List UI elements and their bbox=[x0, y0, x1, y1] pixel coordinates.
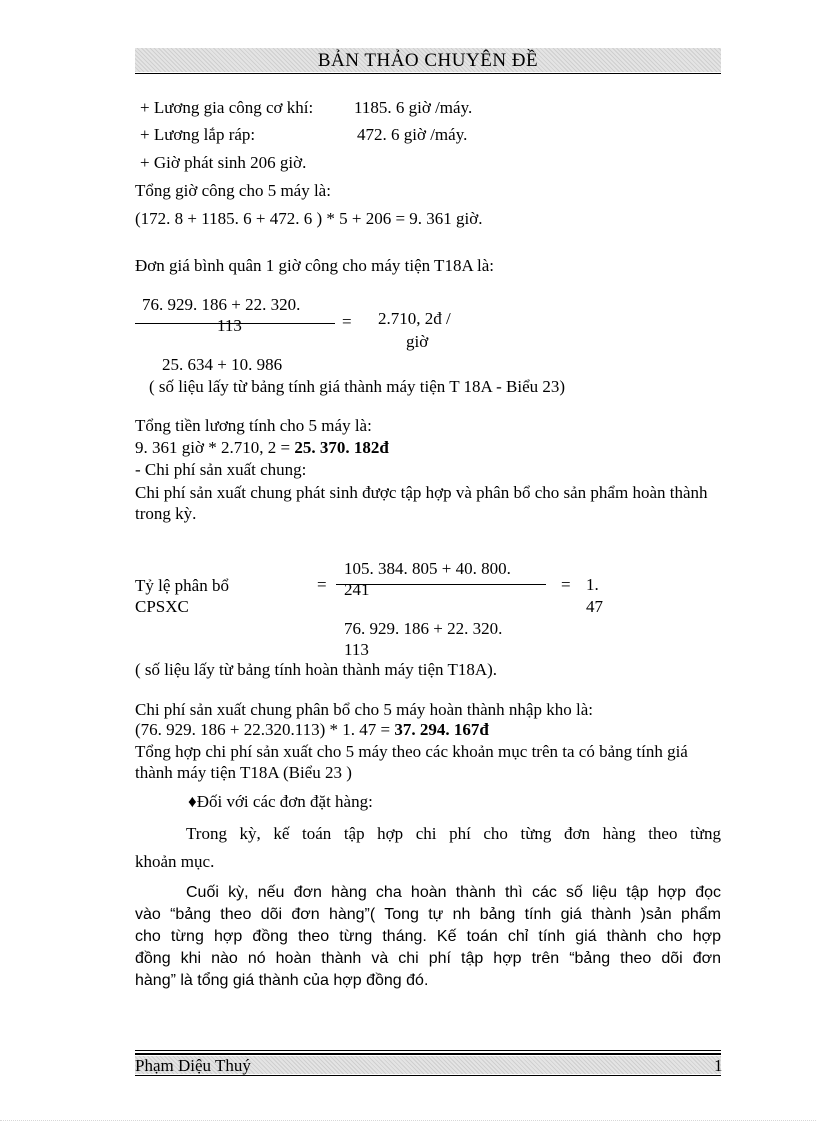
wage-total-formula-prefix: 9. 361 giờ * 2.710, 2 = bbox=[135, 438, 295, 457]
orders-paragraph-2-line-4: đồng khi nào nó hoàn thành và chi phí tập hợp trên “bảng theo dõi đơn bbox=[135, 950, 721, 967]
orders-paragraph-2-line-1: Cuối kỳ, nếu đơn hàng cha hoàn thành thì các số liệu tập hợp đọc bbox=[186, 884, 721, 901]
page-boundary bbox=[0, 1120, 816, 1121]
unit-price-equals: = bbox=[342, 312, 352, 331]
orders-paragraph-2-line-2: vào “bảng theo dõi đơn hàng”( Tong tự nh bảng tính giá thành )sản phẩm bbox=[135, 906, 721, 923]
unit-price-source-note: ( số liệu lấy từ bảng tính giá thành máy tiện T 18A - Biểu 23) bbox=[149, 377, 566, 396]
header-rule bbox=[135, 73, 721, 74]
footer-rule-thin bbox=[135, 1050, 721, 1051]
page-title: BẢN THẢO CHUYÊN ĐỀ bbox=[317, 50, 539, 71]
cost-summary-paragraph: Tổng hợp chi phí sản xuất cho 5 máy theo các khoản mục trên ta có bảng tính giá thành máy tiện T18A (Biểu 23 ) bbox=[135, 742, 688, 782]
allocation-label: Tỷ lệ phân bổ bbox=[135, 576, 229, 595]
total-hours-heading: Tổng giờ công cho 5 máy là: bbox=[135, 181, 331, 200]
wage-total-heading: Tổng tiền lương tính cho 5 máy là: bbox=[135, 416, 372, 435]
diamond-bullet-icon: ♦ bbox=[188, 792, 197, 811]
orders-heading-text: Đối với các đơn đặt hàng: bbox=[196, 792, 373, 811]
orders-heading bbox=[188, 792, 373, 812]
orders-paragraph-2-line-5: hàng” là tổng giá thành của hợp đồng đó. bbox=[135, 972, 429, 989]
overhead-section-title: - Chi phí sản xuất chung: bbox=[135, 460, 307, 479]
unit-price-numerator-cont: 113 bbox=[217, 316, 242, 335]
allocation-numerator-cont: 241 bbox=[344, 580, 370, 599]
allocation-label-cont: CPSXC bbox=[135, 597, 189, 616]
total-hours-formula: (172. 8 + 1185. 6 + 472. 6 ) * 5 + 206 = 9. 361 giờ. bbox=[135, 209, 483, 228]
unit-price-numerator: 76. 929. 186 + 22. 320. bbox=[142, 295, 301, 314]
wage-total-formula bbox=[135, 438, 389, 458]
unit-price-fraction-bar bbox=[135, 323, 335, 324]
labor-item-assembly-label: + Lương lắp ráp: bbox=[140, 125, 256, 144]
labor-item-assembly-value: 472. 6 giờ /máy. bbox=[357, 125, 468, 144]
labor-item-extra-hours: + Giờ phát sinh 206 giờ. bbox=[140, 153, 307, 172]
orders-paragraph-1-line-1: Trong kỳ, kế toán tập hợp chi phí cho từng đơn hàng theo từng bbox=[186, 824, 721, 843]
allocation-equals: = bbox=[317, 575, 327, 594]
overhead-allocated-heading: Chi phí sản xuất chung phân bổ cho 5 máy hoàn thành nhập kho là: bbox=[135, 700, 593, 719]
orders-paragraph-2-line-3: cho từng hợp đồng theo từng tháng. Kế toán chỉ tính giá thành cho hợp bbox=[135, 928, 721, 945]
allocation-source-note: ( số liệu lấy từ bảng tính hoàn thành máy tiện T18A). bbox=[135, 660, 498, 679]
unit-price-denominator: 25. 634 + 10. 986 bbox=[162, 355, 283, 374]
allocation-result-equals: = bbox=[561, 575, 571, 594]
unit-price-heading: Đơn giá bình quân 1 giờ công cho máy tiện T18A là: bbox=[135, 256, 495, 275]
unit-price-result-unit: giờ bbox=[406, 332, 429, 351]
allocation-denominator: 76. 929. 186 + 22. 320. bbox=[344, 619, 503, 638]
allocation-result-cont: 47 bbox=[586, 597, 603, 616]
allocation-fraction-bar bbox=[336, 584, 546, 585]
footer-bottom-rule bbox=[135, 1075, 721, 1076]
labor-item-machining-label: + Lương gia công cơ khí: bbox=[140, 98, 314, 117]
overhead-allocated-formula bbox=[135, 720, 489, 740]
footer-rule-thick bbox=[135, 1053, 721, 1055]
allocation-numerator: 105. 384. 805 + 40. 800. bbox=[344, 559, 511, 578]
orders-paragraph-1-line-2: khoản mục. bbox=[135, 852, 215, 871]
overhead-formula-prefix: (76. 929. 186 + 22.320.113) * 1. 47 = bbox=[135, 720, 395, 739]
overhead-formula-result: 37. 294. 167đ bbox=[394, 720, 489, 739]
allocation-result: 1. bbox=[586, 575, 599, 594]
allocation-denominator-cont: 113 bbox=[344, 640, 369, 659]
page-number: 1 bbox=[714, 1056, 723, 1075]
unit-price-result: 2.710, 2đ / bbox=[378, 309, 451, 328]
overhead-description: Chi phí sản xuất chung phát sinh được tập hợp và phân bổ cho sản phẩm hoàn thành trong kỳ. bbox=[135, 483, 708, 523]
labor-item-machining-value: 1185. 6 giờ /máy. bbox=[354, 98, 473, 117]
wage-total-result: 25. 370. 182đ bbox=[294, 438, 389, 457]
footer-author: Phạm Diệu Thuý bbox=[135, 1056, 251, 1075]
